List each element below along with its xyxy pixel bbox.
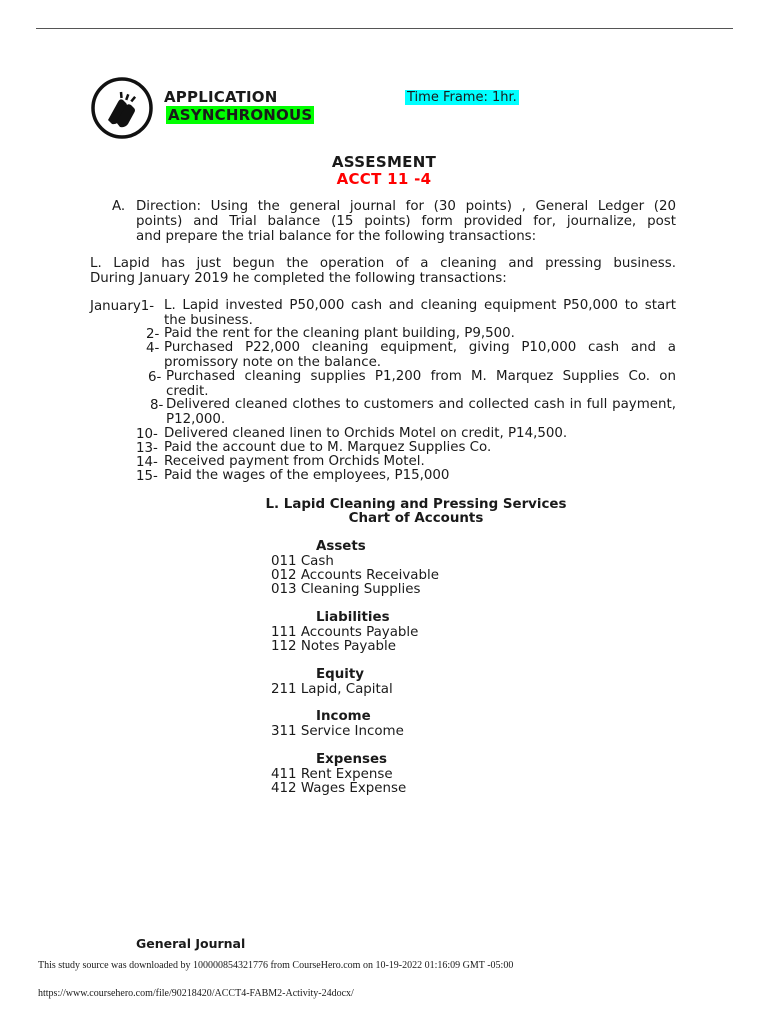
transaction-date: January1- [90,299,155,314]
account-item: 013 Cleaning Supplies [271,582,421,597]
general-journal-heading: General Journal [136,936,246,951]
clapping-hands-icon [90,76,154,140]
time-frame-label: Time Frame: 1hr. [407,90,517,105]
source-url[interactable]: https://www.coursehero.com/file/90218420/ACCT4-FABM2-Activity-24docx/ [38,988,354,999]
account-item: 211 Lapid, Capital [271,682,393,697]
company-name: L. Lapid Cleaning and Pressing Services [265,497,567,512]
transaction-date: 15- [136,469,158,484]
transaction-date: 6- [148,370,162,385]
intro-line-2: During January 2019 he completed the following transactions: [90,271,507,286]
transaction-text: Delivered cleaned clothes to customers and collected cash in full payment, P12,000. [166,397,676,427]
account-item: 111 Accounts Payable [271,625,419,640]
transaction-date: 8- [150,398,164,413]
account-item: 411 Rent Expense [271,767,393,782]
chart-of-accounts-title: Chart of Accounts [348,511,484,526]
transaction-text: Paid the account due to M. Marquez Supplies Co. [164,440,492,455]
top-rule [36,28,733,29]
direction-line-2: points) and Trial balance (15 points) form provided for, journalize, post [136,214,676,229]
transaction-text: L. Lapid invested P50,000 cash and cleaning equipment P50,000 to start the business. [164,298,676,328]
section-expenses: Expenses [316,752,388,767]
account-item: 011 Cash [271,554,334,569]
assessment-title: ASSESMENT [331,153,437,171]
account-item: 012 Accounts Receivable [271,568,439,583]
transaction-date: 13- [136,441,158,456]
section-equity: Equity [316,667,364,682]
transaction-date: 2- [146,327,160,342]
transaction-text: Delivered cleaned linen to Orchids Motel on credit, P14,500. [164,426,568,441]
asynchronous-badge: ASYNCHRONOUS [168,106,313,124]
transaction-text: Received payment from Orchids Motel. [164,454,425,469]
transaction-date: 10- [136,427,158,442]
intro-line-1: L. Lapid has just begun the operation of a cleaning and pressing business. [90,256,676,271]
account-item: 112 Notes Payable [271,639,397,654]
transaction-text: Paid the wages of the employees, P15,000 [164,468,450,483]
direction-line-3: and prepare the trial balance for the following transactions: [136,229,537,244]
transaction-date: 14- [136,455,158,470]
course-code: ACCT 11 -4 [336,170,432,188]
transaction-text: Paid the rent for the cleaning plant building, P9,500. [164,326,515,341]
application-label: APPLICATION [164,88,278,106]
transaction-text: Purchased P22,000 cleaning equipment, giving P10,000 cash and a promissory note on the balance. [164,340,676,370]
section-assets: Assets [316,539,366,554]
direction-marker: A. [112,199,126,214]
direction-line-1: Direction: Using the general journal for (30 points) , General Ledger (20 [136,199,676,214]
download-notice: This study source was downloaded by 100000854321776 from CourseHero.com on 10-19-2022 01:16:09 GMT -05:00 [38,960,514,971]
section-income: Income [316,709,371,724]
section-liabilities: Liabilities [316,610,390,625]
account-item: 412 Wages Expense [271,781,407,796]
transaction-date: 4- [146,341,160,356]
account-item: 311 Service Income [271,724,404,739]
transaction-text: Purchased cleaning supplies P1,200 from M. Marquez Supplies Co. on credit. [166,369,676,399]
